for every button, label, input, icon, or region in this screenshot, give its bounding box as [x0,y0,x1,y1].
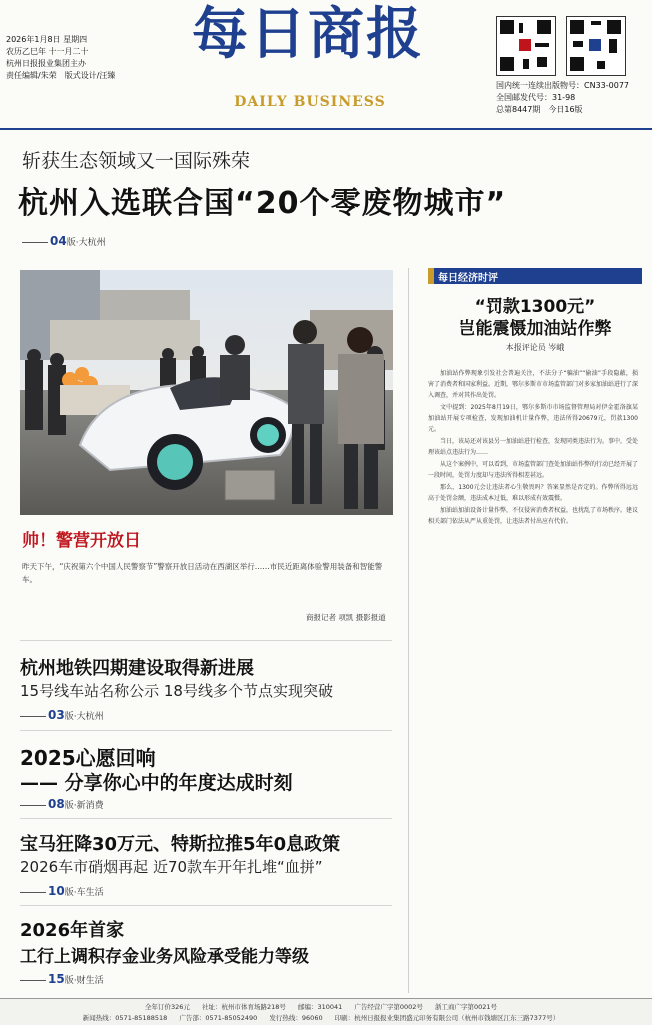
footer-item: 广告经营广字第0002号 [354,1003,423,1011]
paragraph: 加油站加油设备计量作弊，不仅侵害消费者权益，也扰乱了市场秩序。建议相关部门依法从严从重处罚，让违法者付出应有代价。 [428,507,639,525]
qr-code-icon[interactable] [566,16,626,76]
opinion-body [428,368,638,528]
footer-item: 新闻热线：0571-85188518 [82,1014,168,1022]
footer-item: 社址：杭州市体育场路218号 [201,1003,286,1011]
page-section: 版·财生活 [64,976,104,986]
page-number: 08 [48,797,65,811]
lunar-date: 农历乙巳年 十一月二十 [6,47,89,56]
story-subtitle: 15号线车站名称公示 18号线多个节点实现突破 [20,682,333,700]
publication-info [496,80,648,116]
footer [0,998,652,1025]
masthead-meta [6,34,156,82]
paragraph: 那么，1300元会让违法者心生敬畏吗？答案显然是否定的。作弊所得远远高于处罚金额，违法成本过低，难以形成有效震慑。 [428,484,638,502]
story-subtitle: —— 分享你心中的年度达成时刻 [20,772,293,794]
story-page-ref[interactable] [20,972,104,986]
newspaper-logo: 每日商报 [192,1,424,67]
column-marker-icon [428,268,434,284]
lead-headline[interactable]: 杭州入选联合国“20个零废物城市” [18,186,507,221]
opinion-title-line2: 岂能震慑加油站作弊 [458,319,612,339]
masthead-divider [0,128,652,130]
page-section: 版·大杭州 [66,238,106,248]
news-photo[interactable] [20,270,393,515]
qr-code-icon[interactable] [496,16,556,76]
column-divider [408,268,409,993]
issue-number: 总第8447期 今日16版 [496,105,583,114]
story-title[interactable]: 2026年首家 [20,920,125,941]
column-header [428,268,642,284]
opinion-author: 本报评论员 岑峨 [505,343,565,352]
story-title[interactable]: 宝马狂降30万元、特斯拉推5年0息政策 [20,834,341,855]
story-title[interactable]: 杭州地铁四期建设取得新进展 [20,658,254,679]
divider [20,730,392,731]
footer-item: 全年订价326元 [144,1003,190,1011]
lead-page-ref[interactable] [22,234,106,248]
story-title[interactable]: 2025心愿回响 [20,746,156,770]
publisher: 杭州日报报业集团主办 [6,59,86,68]
postal-code: 全国邮发代号：31-98 [496,93,576,102]
opinion-title-line1: “罚款1300元” [474,297,596,317]
page-number: 15 [48,972,65,986]
footer-row-1 [0,1002,652,1011]
page-section: 版·车生活 [64,888,104,898]
column-name: 每日经济时评 [438,273,498,284]
paragraph: 当日，该局还对该县另一加油站进行检查，发现同类违法行为。事中，受处理该站点违法行为…… [428,438,639,456]
page-number: 03 [48,708,65,722]
divider [20,640,392,641]
story-page-ref[interactable] [20,797,104,811]
story-subtitle: 2026车市硝烟再起 近70款车开年扎堆“血拼” [20,858,323,876]
photo-caption: 昨天下午，“庆祝第六个中国人民警察节”警察开放日活动在西湖区举行……市民近距离体验警用装备和智能警车。 [22,562,383,584]
photo-credit: 商报记者 项凯 摄影报道 [306,613,386,622]
paragraph: 文中提到：2025年8月19日，鄂尔多斯市市场监督管理局对伊金霍洛旗某加油站开展专项检查，发现加油机计量作弊，违法所得20679元，罚款1300元。 [428,404,638,433]
footer-item: 发行热线：96060 [269,1014,323,1022]
story-page-ref[interactable] [20,708,104,722]
lead-kicker: 斩获生态领域又一国际殊荣 [22,150,251,172]
footer-item: 邮编：310041 [297,1003,343,1011]
divider [20,905,392,906]
page-number: 10 [48,884,65,898]
footer-item: 浙工商广字第0021号 [434,1003,498,1011]
story-subtitle: 工行上调积存金业务风险承受能力等级 [20,947,309,967]
page-number: 04 [50,234,67,248]
page-section: 版·新消费 [64,801,104,811]
footer-item: 印刷：杭州日报报业集团盛元印务有限公司（杭州市钱塘区江东三路7377号） [334,1014,560,1022]
issue-date: 2026年1月8日 星期四 [6,35,88,44]
newspaper-logo-en: DAILY BUSINESS [234,94,386,110]
paragraph: 从这个案例中，可以看到，市场监管部门查处加油站作弊的行动已经开展了一段时间，处罚力度却与违法所得相差甚远。 [428,461,639,479]
page-section: 版·大杭州 [64,712,104,722]
footer-row-2 [0,1013,652,1022]
issn: 国内统一连续出版物号：CN33-0077 [496,81,629,90]
opinion-title[interactable] [428,296,642,340]
editors: 责任编辑/朱荣 版式设计/汪臻 [6,71,116,80]
photo-title: 帅！警营开放日 [22,531,141,551]
divider [20,818,392,819]
paragraph: 加油站作弊现象引发社会普遍关注，不法分子“骗油”“偷油”手段隐蔽，损害了消费者和国家利益。近期，鄂尔多斯市市场监管部门对多家加油站进行了深入调查，并对其作出处罚。 [428,370,639,399]
footer-item: 广告部：0571-85052490 [179,1014,258,1022]
story-page-ref[interactable] [20,884,104,898]
